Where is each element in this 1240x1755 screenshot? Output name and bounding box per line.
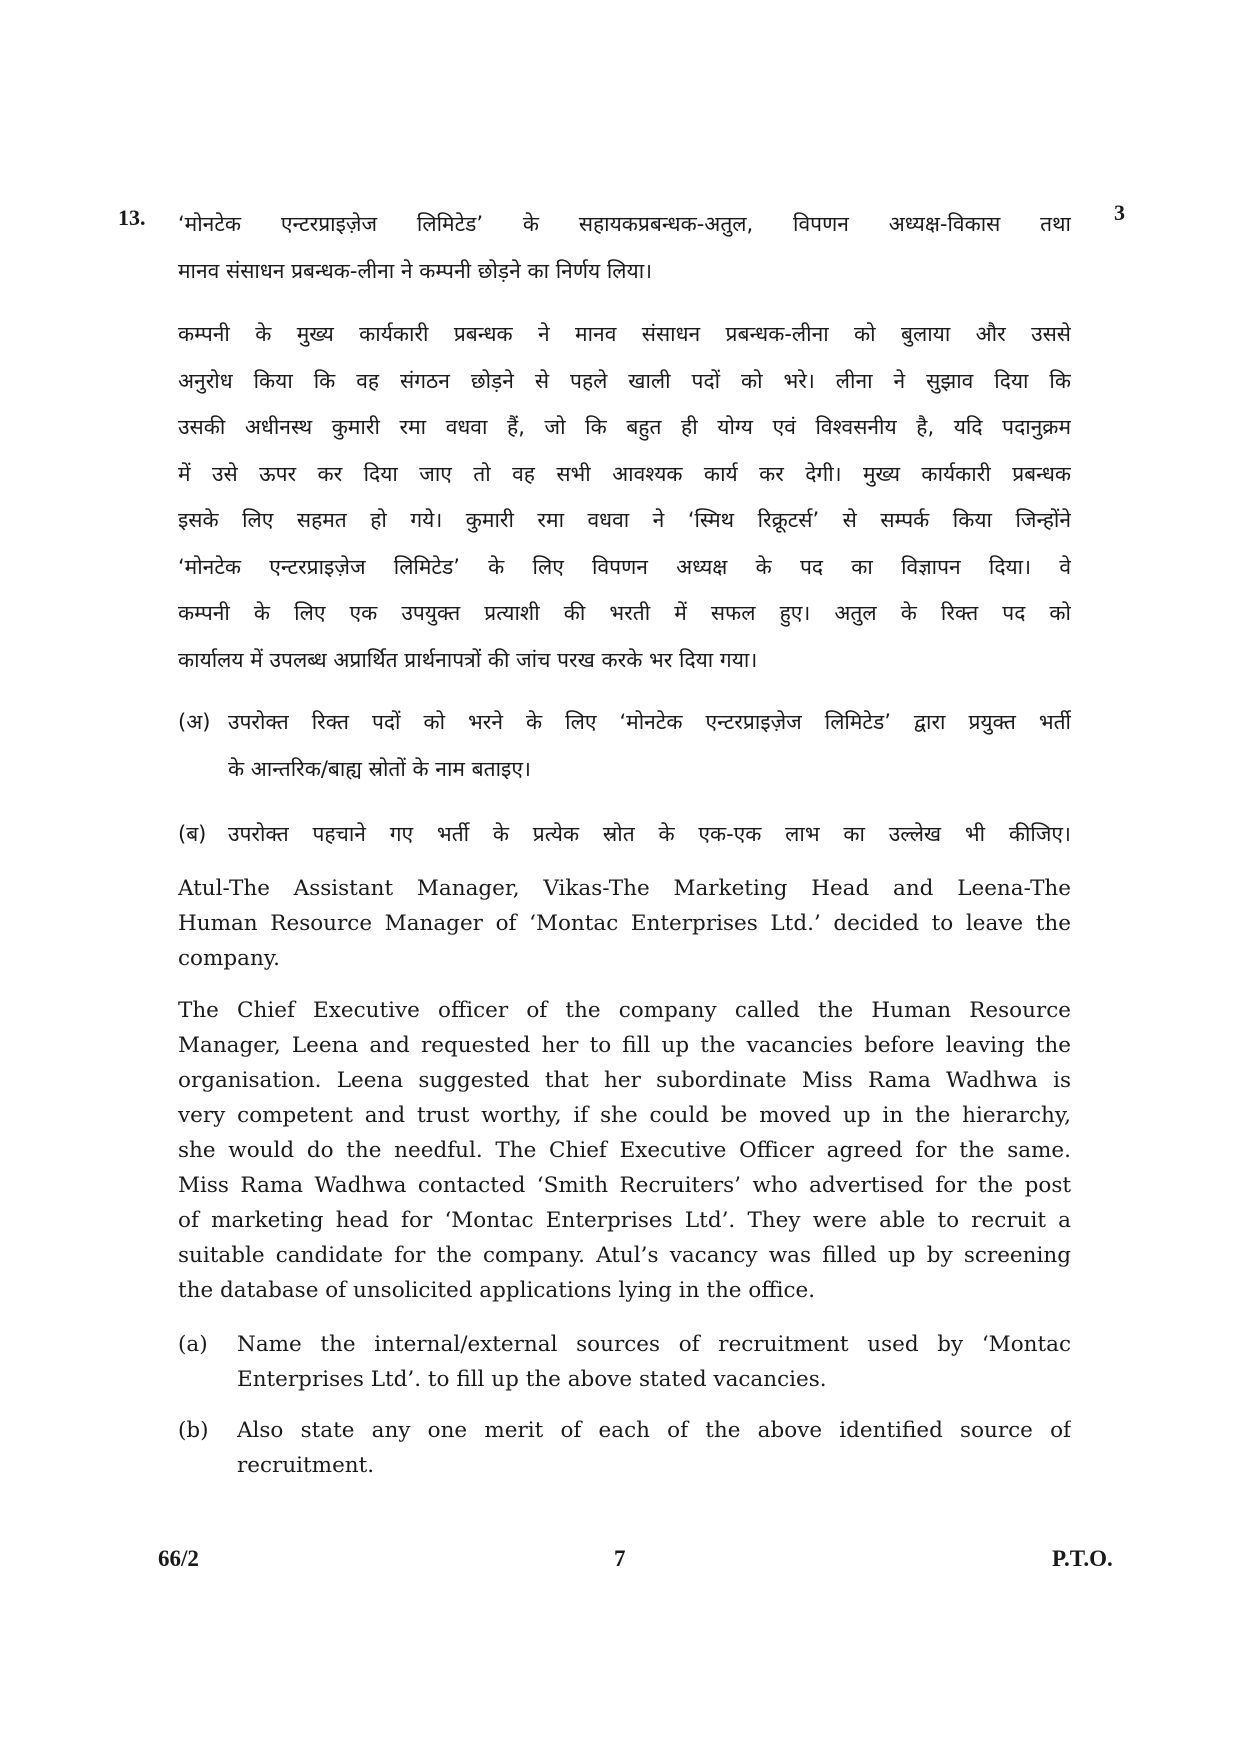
text-line: Enterprises Ltd’. to fill up the above stated vacancies.: [237, 1367, 827, 1392]
hindi-paragraph: [178, 311, 1071, 683]
text-line: उसकी अधीनस्थ कुमारी रमा वधवा हैं, जो कि बहुत ही योग्य एवं विश्वसनीय है, यदि पदानुक्रम: [178, 415, 1071, 439]
hindi-intro: [178, 201, 1071, 294]
question-marks: 3: [1114, 200, 1125, 225]
text-line: मानव संसाधन प्रबन्धक-लीना ने कम्पनी छोड़ने का निर्णय लिया।: [178, 258, 653, 283]
text-line: suitable candidate for the company. Atul’s vacancy was filled up by screening: [178, 1243, 1071, 1268]
english-intro: [178, 871, 1071, 976]
text-line: the database of unsolicited applications lying in the office.: [178, 1278, 816, 1303]
text-line: Atul-The Assistant Manager, Vikas-The Marketing Head and Leena-The: [178, 876, 1071, 901]
text-line: Human Resource Manager of ‘Montac Enterprises Ltd.’ decided to leave the: [178, 911, 1071, 936]
text-line: of marketing head for ‘Montac Enterprises Ltd’. They were able to recruit a: [178, 1208, 1071, 1233]
text-line: very competent and trust worthy, if she could be moved up in the hierarchy,: [178, 1103, 1071, 1128]
english-part-b-label: (b): [178, 1418, 209, 1443]
text-line: Manager, Leena and requested her to fill up the vacancies before leaving the: [178, 1033, 1071, 1058]
text-line: उपरोक्त पहचाने गए भर्ती के प्रत्येक स्रोत के एक-एक लाभ का उल्लेख भी कीजिए।: [228, 822, 1071, 846]
question-number: 13.: [118, 205, 146, 230]
hindi-part-a: [228, 699, 1071, 792]
english-part-a-label: (a): [178, 1332, 208, 1357]
text-line: में उसे ऊपर कर दिया जाए तो वह सभी आवश्यक कार्य कर देगी। मुख्य कार्यकारी प्रबन्धक: [178, 461, 1071, 486]
text-line: organisation. Leena suggested that her subordinate Miss Rama Wadhwa is: [178, 1068, 1071, 1093]
text-line: कार्यालय में उपलब्ध अप्रार्थित प्रार्थनापत्रों की जांच परख करके भर दिया गया।: [178, 647, 758, 672]
hindi-part-b-label: (ब): [178, 822, 207, 846]
text-line: she would do the needful. The Chief Executive Officer agreed for the same.: [178, 1138, 1071, 1163]
text-line: ‘मोनटेक एन्टरप्राइज़ेज लिमिटेड’ के लिए विपणन अध्यक्ष के पद का विज्ञापन दिया। वे: [178, 554, 1071, 579]
text-line: Miss Rama Wadhwa contacted ‘Smith Recruiters’ who advertised for the post: [178, 1173, 1071, 1198]
english-paragraph: [178, 993, 1071, 1308]
text-line: कम्पनी के लिए एक उपयुक्त प्रत्याशी की भरती में सफल हुए। अतुल के रिक्त पद को: [178, 601, 1071, 625]
hindi-part-a-label: (अ): [178, 710, 211, 734]
text-line: उपरोक्त रिक्त पदों को भरने के लिए ‘मोनटेक एन्टरप्राइज़ेज लिमिटेड’ द्वारा प्रयुक्त भर्ती: [228, 710, 1071, 734]
text-line: recruitment.: [237, 1453, 375, 1478]
text-line: के आन्तरिक/बाह्य स्रोतों के नाम बताइए।: [228, 756, 531, 781]
text-line: company.: [178, 946, 280, 971]
text-line: अनुरोध किया कि वह संगठन छोड़ने से पहले खाली पदों को भरे। लीना ने सुझाव दिया कि: [178, 368, 1071, 393]
text-line: The Chief Executive officer of the company called the Human Resource: [178, 998, 1071, 1023]
text-line: ‘मोनटेक एन्टरप्राइज़ेज लिमिटेड’ के सहायकप्रबन्धक-अतुल, विपणन अध्यक्ष-विकास तथा: [178, 212, 1071, 236]
paper-code: 66/2: [158, 1546, 199, 1571]
text-line: Name the internal/external sources of recruitment used by ‘Montac: [237, 1332, 1071, 1357]
page-number: 7: [614, 1546, 626, 1571]
hindi-part-b: [228, 811, 1071, 858]
english-part-b: [237, 1413, 1071, 1483]
english-part-a: [237, 1327, 1071, 1397]
text-line: कम्पनी के मुख्य कार्यकारी प्रबन्धक ने मानव संसाधन प्रबन्धक-लीना को बुलाया और उससे: [178, 322, 1071, 346]
please-turn-over: P.T.O.: [1052, 1546, 1113, 1571]
text-line: Also state any one merit of each of the above identified source of: [237, 1418, 1071, 1443]
text-line: इसके लिए सहमत हो गये। कुमारी रमा वधवा ने ‘स्मिथ रिक्रूटर्स’ से सम्पर्क किया जिन्होंने: [178, 508, 1071, 532]
